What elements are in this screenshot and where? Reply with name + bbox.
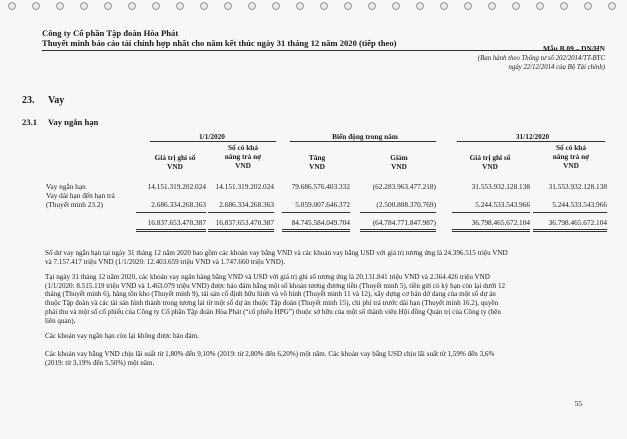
binder-hole: [464, 2, 472, 10]
binder-hole: [152, 2, 160, 10]
binder-hole: [488, 2, 496, 10]
section-number: 23.: [22, 95, 35, 106]
cell-r1-c1: 14.151.319.202.024: [147, 182, 206, 191]
total-rule-5: [452, 212, 530, 213]
total-c2: 16.837.653.470.387: [215, 218, 274, 227]
subsection-title: Vay ngắn hạn: [48, 117, 99, 127]
total-rule-3: [282, 212, 350, 213]
cell-r2-c4: (2.500.808.370.769): [376, 200, 436, 209]
cell-r2-c6: 5.244.533.543.966: [552, 200, 607, 209]
binder-hole: [584, 2, 592, 10]
total-rule-1: [136, 212, 206, 213]
binder-hole: [296, 2, 304, 10]
section-title: Vay: [48, 95, 65, 106]
total-rule-6: [533, 212, 607, 213]
cell-r1-c4: (62.283.963.477.218): [372, 182, 436, 191]
circular-line-2: ngày 22/12/2014 của Bộ Tài chính): [508, 64, 605, 71]
total-c6: 36.798.465.672.104: [548, 218, 607, 227]
double-rule-4: [360, 229, 436, 232]
binder-hole: [56, 2, 64, 10]
binder-hole: [608, 2, 616, 10]
paragraph-unsecured: Các khoản vay ngắn hạn còn lại không được bảo đảm.: [45, 332, 199, 340]
col-header-1: Giá trị ghi sổ VND: [154, 153, 196, 171]
cell-r1-c5: 31.553.932.128.138: [471, 182, 530, 191]
company-name: Công ty Cổ phần Tập đoàn Hòa Phát: [42, 28, 179, 38]
total-c3: 84.745.584.049.704: [291, 218, 350, 227]
col-header-2: Số có khả năng trả nợ VND: [224, 143, 262, 170]
binder-hole: [200, 2, 208, 10]
subsection-number: 23.1: [22, 117, 38, 127]
binder-hole: [512, 2, 520, 10]
row-label-current-portion: Vay dài hạn đến hạn trả: [46, 191, 115, 200]
group-rule-closing: [457, 141, 605, 142]
col-header-3: Tăng VND: [308, 153, 326, 171]
col-header-5: Giá trị ghi sổ VND: [469, 153, 511, 171]
paragraph-balance: Số dư vay ngắn hạn tại ngày 31 tháng 12 năm 2020 bao gồm các khoản vay bằng VND và các khoản vay bằng USD với giá trị tương ứng là 24.396.515 triệu VND và 7.157.417 triệu VND (1/1/2020: 12.403.659 triệu VND và 1.747.660 triệu VND).: [45, 249, 508, 266]
total-c1: 16.837.653.470.387: [147, 218, 206, 227]
total-c4: (64.784.771.847.987): [372, 218, 436, 227]
cell-r2-c5: 5.244.533.543.966: [475, 200, 530, 209]
binder-hole: [32, 2, 40, 10]
double-rule-1: [136, 229, 206, 232]
row-label-short-term-loans: Vay ngắn hạn: [46, 182, 86, 191]
col-header-4: Giảm VND: [390, 153, 408, 171]
binder-hole: [440, 2, 448, 10]
double-rule-6: [533, 229, 607, 232]
binder-holes: [0, 2, 627, 10]
cell-r1-c3: 79.686.576.403.332: [291, 182, 350, 191]
group-rule-opening: [150, 141, 276, 142]
paragraph-collateral: Tại ngày 31 tháng 12 năm 2020, các khoản vay ngân hàng bằng VND và USD với giá trị ghi sổ tương ứng là 20.131.841 triệu VND và 2.364.426 triệu VND (1/1/2020: 8.515.119 triệu VND và 1.463.079 triệu VND) được bảo đảm bằng một số khoản tương đương tiền (Thuyết minh 5), tiền gửi có kỳ hạn còn lại dưới 12 tháng (Thuyết minh 6), hàng tồn kho (Thuyết minh 9), tài sản cố định hữu hình và vô hình (Thuyết minh 11 và 12), xây dựng cơ bản dở dang của một số dự án thuộc Tập đoàn và các tài sản hình thành trong tương lai từ một số dự án thuộc Tập đoàn (Thuyết minh 15), chi phí trả trước dài hạn (Thuyết minh 16.2), quyền phải thu và một số cổ phiếu của Công ty Cổ phần Tập đoàn Hòa Phát (“cổ phiếu HPG”) thuộc sở hữu của một số thành viên Hội đồng Quản trị của Công ty (bên liên quan).: [45, 273, 506, 325]
cell-r2-c3: 5.059.007.646.372: [295, 200, 350, 209]
binder-hole: [128, 2, 136, 10]
binder-hole: [320, 2, 328, 10]
circular-reference: [405, 54, 605, 72]
group-header-opening: 1/1/2020: [199, 132, 225, 141]
paragraph-interest-rates: Các khoản vay bằng VND chịu lãi suất từ 1,80% đến 9,10% (2019: từ 2,80% đến 6,20%) một năm. Các khoản vay bằng USD chịu lãi suất từ 1,59% đến 3,6% (2019: từ 3,19% đến 5,50%) một năm.: [45, 350, 495, 367]
binder-hole: [416, 2, 424, 10]
total-rule-2: [208, 212, 274, 213]
report-subtitle: Thuyết minh báo cáo tài chính hợp nhất cho năm kết thúc ngày 31 tháng 12 năm 2020 (tiếp theo): [42, 38, 397, 48]
header-divider: [42, 50, 598, 51]
group-rule-movement: [290, 141, 436, 142]
group-header-closing: 31/12/2020: [515, 132, 550, 141]
total-rule-4: [360, 212, 436, 213]
double-rule-5: [452, 229, 530, 232]
circular-line-1: (Ban hành theo Thông tư số 202/2014/TT-BTC: [477, 55, 605, 62]
cell-r1-c2: 14.151.319.202.024: [215, 182, 274, 191]
double-rule-3: [282, 229, 350, 232]
binder-hole: [8, 2, 16, 10]
binder-hole: [272, 2, 280, 10]
binder-hole: [176, 2, 184, 10]
binder-hole: [104, 2, 112, 10]
form-code: Mẫu B 09 – DN/HN: [542, 44, 605, 53]
binder-hole: [392, 2, 400, 10]
binder-hole: [536, 2, 544, 10]
group-header-movement: Biến động trong năm: [332, 132, 398, 141]
cell-r2-c1: 2.686.334.268.363: [151, 200, 206, 209]
binder-hole: [344, 2, 352, 10]
binder-hole: [224, 2, 232, 10]
col-header-6: Số có khả năng trả nợ VND: [552, 143, 590, 170]
double-rule-2: [208, 229, 274, 232]
binder-hole: [368, 2, 376, 10]
binder-hole: [248, 2, 256, 10]
binder-hole: [560, 2, 568, 10]
cell-r2-c2: 2.686.334.268.363: [219, 200, 274, 209]
page-number: 55: [574, 399, 582, 408]
total-c5: 36.798.465.672.104: [471, 218, 530, 227]
binder-hole: [80, 2, 88, 10]
row-label-current-portion-note: (Thuyết minh 23.2): [46, 200, 103, 209]
cell-r1-c6: 31.553.932.128.138: [548, 182, 607, 191]
